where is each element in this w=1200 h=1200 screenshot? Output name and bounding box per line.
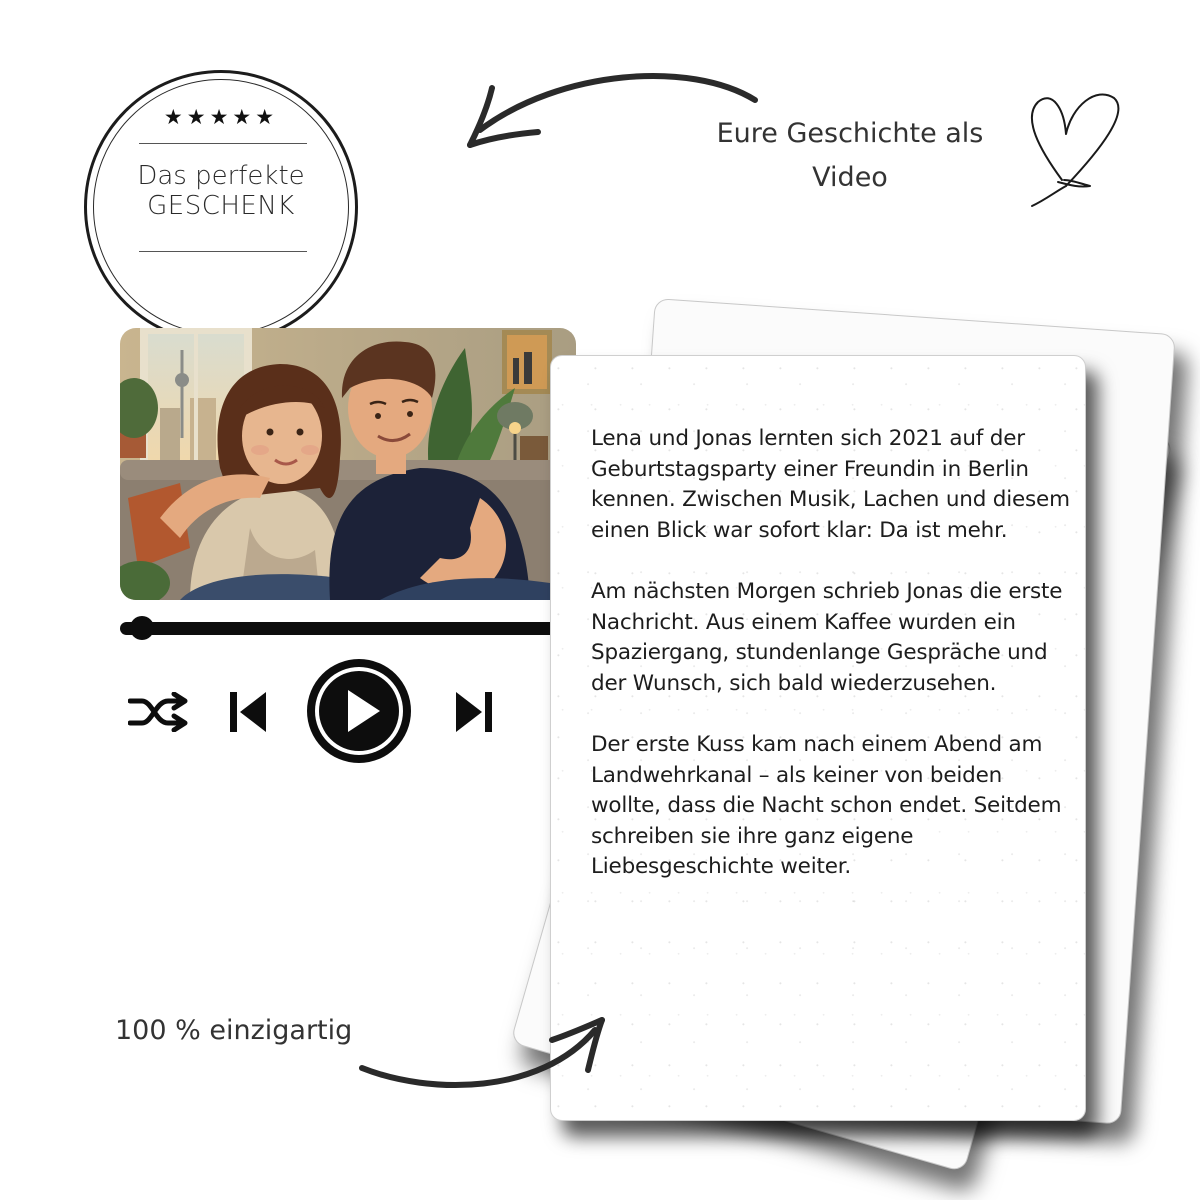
progress-handle[interactable] xyxy=(130,616,154,640)
couple-illustration xyxy=(120,328,576,600)
badge-line-2: GESCHENK xyxy=(147,191,295,221)
badge-divider-bottom xyxy=(139,251,307,252)
badge-line-1: Das perfekte xyxy=(137,161,305,191)
badge-divider-top xyxy=(139,143,307,144)
next-icon[interactable] xyxy=(452,690,494,734)
story-text xyxy=(591,424,1071,914)
progress-bar[interactable] xyxy=(120,622,560,635)
story-paragraph: Der erste Kuss kam nach einem Abend am Landwehrkanal – als keiner von beiden wollte, dass die Nacht schon endet. Seitdem schreiben sie ihre ganz eigene Liebesgeschichte weiter. xyxy=(591,731,1062,880)
rating-stars: ★★★★★ xyxy=(163,105,279,129)
play-button[interactable] xyxy=(304,656,414,766)
story-paragraph: Am nächsten Morgen schrieb Jonas die erste Nachricht. Aus einem Kaffee wurden ein Spaziergang, stundenlange Gespräche und der Wunsch, sich bald wiederzusehen. xyxy=(591,578,1063,696)
caption-unique: 100 % einzigartig xyxy=(115,1015,353,1046)
gift-badge xyxy=(84,70,358,344)
shuffle-icon[interactable] xyxy=(128,692,188,732)
previous-icon[interactable] xyxy=(228,690,270,734)
heart-doodle-icon xyxy=(1032,94,1119,206)
caption-video: Eure Geschichte als Video xyxy=(716,118,984,193)
story-card xyxy=(550,355,1086,1121)
play-icon xyxy=(304,656,414,766)
story-paragraph: Lena und Jonas lernten sich 2021 auf der Geburtstagsparty einer Freundin in Berlin kennen. Zwischen Musik, Lachen und diesem einen Blick war sofort klar: Da ist mehr. xyxy=(591,426,1070,543)
